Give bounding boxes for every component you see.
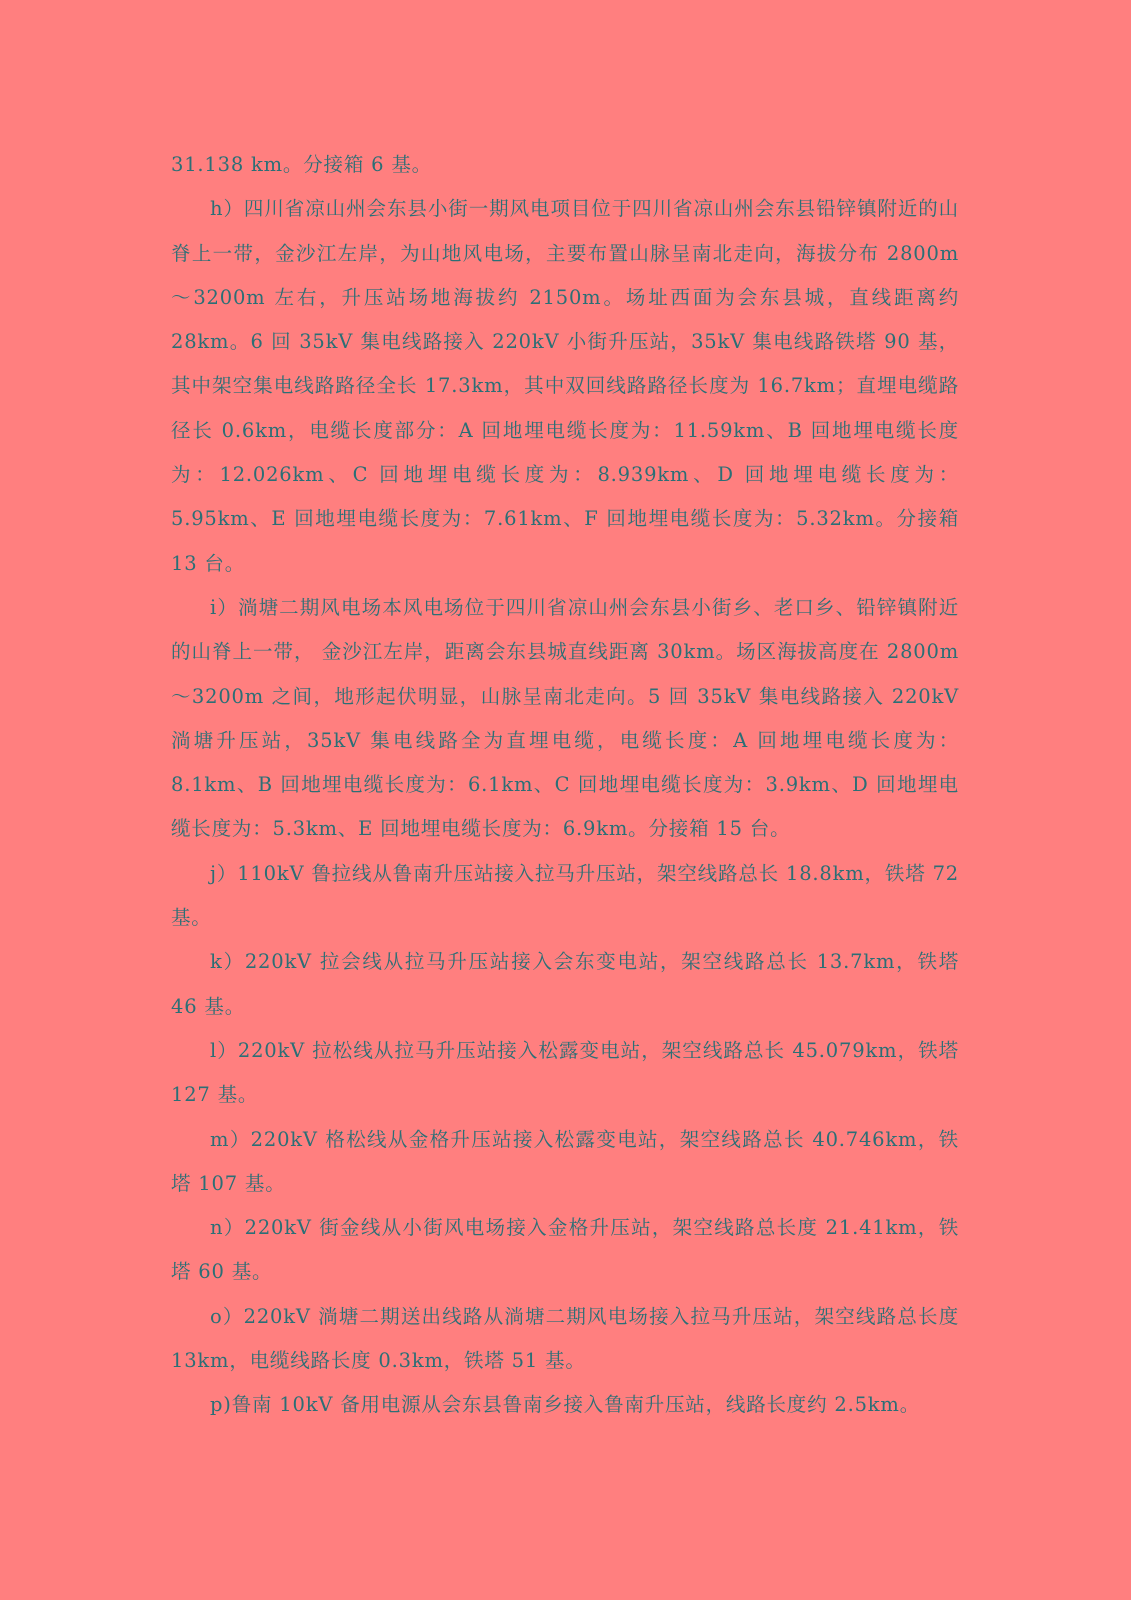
paragraph-m: m）220kV 格松线从金格升压站接入松露变电站，架空线路总长 40.746km，铁塔 107 基。 bbox=[171, 1127, 959, 1195]
paragraph-continuation: 31.138 km。分接箱 6 基。 bbox=[171, 153, 432, 176]
paragraph-l: l）220kV 拉松线从拉马升压站接入松露变电站，架空线路总长 45.079km，铁塔 127 基。 bbox=[171, 1038, 959, 1107]
paragraph-h: h）四川省凉山州会东县小街一期风电项目位于四川省凉山州会东县铅锌镇附近的山脊上一带，金沙江左岸，为山地风电场，主要布置山脉呈南北走向，海拔分布 2800m～3200m 左右，升压站场地海拔约 2150m。场址西面为会东县城，直线距离约 28km。6 回 35kV 集电线路接入 220kV 小街升压站，35kV 集电线路铁塔 90 基，其中架空集电线路路径全长 17.3km，其中双回线路路径长度为 16.7km；直埋电缆路径长 0.6km，电缆长度部分：A 回地埋电缆长度为：11.59km、B 回地埋电缆长度为：12.026km、C 回地埋电缆长度为：8.939km、D 回地埋电缆长度为：5.95km、E 回地埋电缆长度为：7.61km、F 回地埋电缆长度为：5.32km。分接箱 13 台。 bbox=[171, 197, 959, 575]
body-text bbox=[171, 143, 959, 1428]
paragraph-i: i）淌塘二期风电场本风电场位于四川省凉山州会东县小街乡、老口乡、铅锌镇附近的山脊上一带， 金沙江左岸，距离会东县城直线距离 30km。场区海拔高度在 2800m～3200m 之间，地形起伏明显，山脉呈南北走向。5 回 35kV 集电线路接入 220kV 淌塘升压站，35kV 集电线路全为直埋电缆，电缆长度：A 回地埋电缆长度为：8.1km、B 回地埋电缆长度为：6.1km、C 回地埋电缆长度为：3.9km、D 回地埋电缆长度为：5.3km、E 回地埋电缆长度为：6.9km。分接箱 15 台。 bbox=[171, 595, 959, 841]
paragraph-j: j）110kV 鲁拉线从鲁南升压站接入拉马升压站，架空线路总长 18.8km，铁塔 72 基。 bbox=[171, 861, 959, 930]
paragraph-n: n）220kV 街金线从小街风电场接入金格升压站，架空线路总长度 21.41km，铁塔 60 基。 bbox=[171, 1216, 959, 1284]
paragraph-o: o）220kV 淌塘二期送出线路从淌塘二期风电场接入拉马升压站，架空线路总长度 13km，电缆线路长度 0.3km，铁塔 51 基。 bbox=[171, 1304, 959, 1373]
paragraph-k: k）220kV 拉会线从拉马升压站接入会东变电站，架空线路总长 13.7km，铁塔 46 基。 bbox=[171, 950, 959, 1018]
paragraph-p: p)鲁南 10kV 备用电源从会东县鲁南乡接入鲁南升压站，线路长度约 2.5km。 bbox=[210, 1393, 921, 1417]
